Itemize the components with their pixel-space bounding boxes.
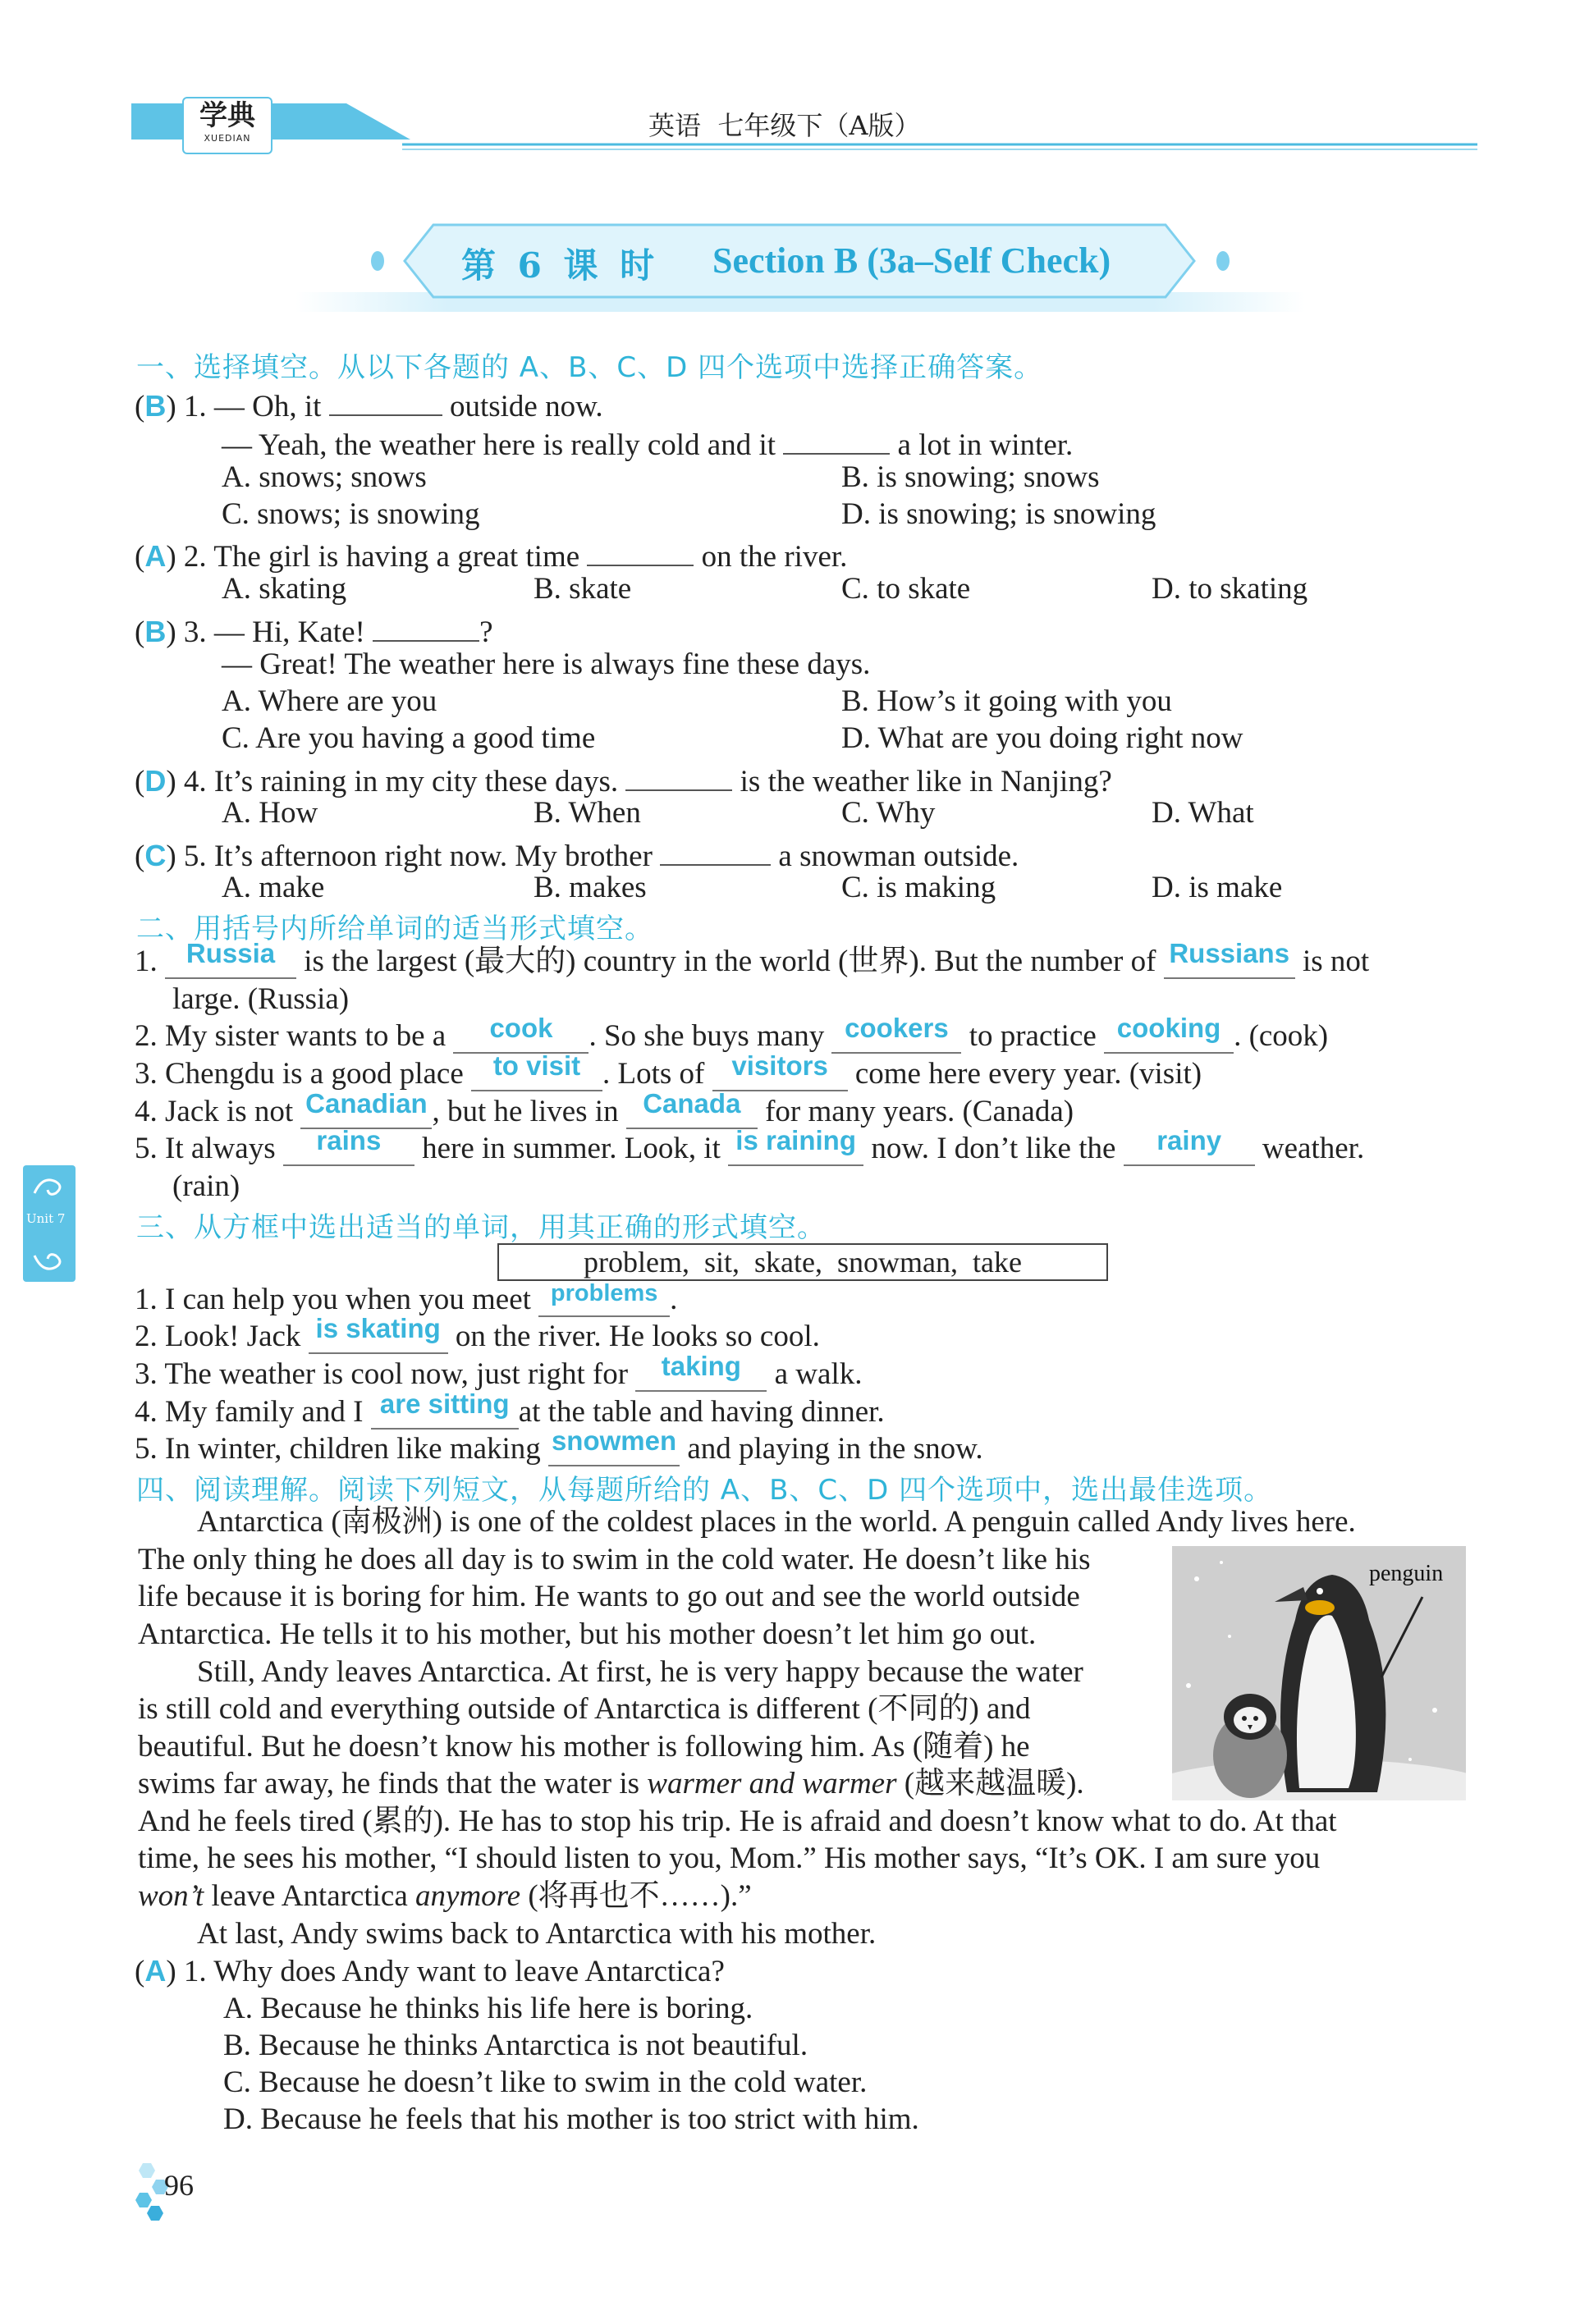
- fill-sentence-3: 3. Chengdu is a good place to visit . Lots of visitors come here every year. (visit): [135, 1050, 1202, 1091]
- mc-question-1-line2: — Yeah, the weather here is really cold and it a lot in winter.: [222, 422, 1073, 464]
- mc-answer: C: [144, 839, 167, 872]
- part4-heading: 四、阅读理解。阅读下列短文，从每题所给的 A、B、C、D 四个选项中，选出最佳选项。: [136, 1474, 1273, 1507]
- passage-line: beautiful. But he doesn’t know his mother is following him. As (随着) he: [138, 1730, 1030, 1764]
- mc-answer: D: [144, 764, 167, 798]
- answer-blank: Russians: [1164, 946, 1295, 979]
- option-a: A. How: [222, 796, 318, 830]
- fill-sentence-4: 4. Jack is not Canadian , but he lives in Canada for many years. (Canada): [135, 1088, 1074, 1128]
- answer-blank: [329, 383, 442, 416]
- option-c: C. Because he doesn’t like to swim in the cold water.: [223, 2066, 868, 2099]
- answer-blank: taking: [635, 1359, 767, 1392]
- reading-question-1: (A) 1. Why does Andy want to leave Antarctica?: [135, 1954, 725, 1988]
- passage-line: life because it is boring for him. He wants to go out and see the world outside: [138, 1580, 1080, 1613]
- passage-line: swims far away, he finds that the water is warmer and warmer (越来越温暖).: [138, 1767, 1084, 1800]
- answer-blank: [625, 758, 732, 791]
- answer-blank: [587, 533, 694, 566]
- passage-line: time, he sees his mother, “I should listen to you, Mom.” His mother says, “It’s OK. I am sure you: [138, 1841, 1321, 1875]
- mc-question-4: (D) 4. It’s raining in my city these days. is the weather like in Nanjing?: [135, 758, 1112, 800]
- mc-question-3-line2: — Great! The weather here is always fine these days.: [222, 647, 871, 681]
- part2-heading: 二、用括号内所给单词的适当形式填空。: [136, 913, 653, 945]
- answer-blank: to visit: [471, 1059, 602, 1091]
- answer-blank: snowmen: [548, 1434, 680, 1466]
- answer-blank: cooking: [1104, 1021, 1234, 1054]
- mc-answer: A: [144, 539, 167, 573]
- brand-logo: [182, 97, 272, 154]
- answer-blank: are sitting: [371, 1397, 519, 1430]
- option-a: A. Because he thinks his life here is boring.: [223, 1992, 753, 2025]
- fill-sentence-5-line2: (rain): [172, 1169, 240, 1203]
- passage-line: At last, Andy swims back to Antarctica with his mother.: [197, 1917, 877, 1951]
- option-b: B. Because he thinks Antarctica is not beautiful.: [223, 2029, 808, 2062]
- option-a: A. snows; snows: [222, 460, 427, 494]
- part3-heading: 三、从方框中选出适当的单词，用其正确的形式填空。: [136, 1211, 826, 1244]
- mc-answer: A: [144, 1954, 167, 1988]
- option-d: D. to skating: [1152, 572, 1308, 606]
- option-a: A. skating: [222, 572, 347, 606]
- brand-text: 学典: [199, 99, 255, 132]
- option-b: B. How’s it going with you: [841, 684, 1172, 718]
- option-c: C. to skate: [841, 572, 971, 606]
- answer-blank: cook: [453, 1021, 588, 1054]
- option-b: B. is snowing; snows: [841, 460, 1100, 494]
- option-c: C. Are you having a good time: [222, 721, 596, 755]
- book-title: 英语 七年级下（A版）: [648, 110, 921, 141]
- option-c: C. Why: [841, 796, 936, 830]
- brand-sub: XUEDIAN: [204, 133, 251, 144]
- option-a: A. Where are you: [222, 684, 437, 718]
- answer-blank: rainy: [1124, 1133, 1255, 1166]
- side-tab-label: Unit 7: [26, 1211, 66, 1226]
- answer-blank: is raining: [728, 1133, 863, 1166]
- part1-heading: 一、选择填空。从以下各题的 A、B、C、D 四个选项中选择正确答案。: [136, 351, 1043, 384]
- answer-blank: [660, 833, 771, 866]
- word-fill-2: 2. Look! Jack is skating on the river. He looks so cool.: [135, 1313, 820, 1353]
- passage-line: Still, Andy leaves Antarctica. At first, he is very happy because the water: [197, 1655, 1083, 1689]
- fill-sentence-1: 1. Russia is the largest (最大的) country in the world (世界). But the number of Russians is not: [135, 938, 1370, 978]
- answer-blank: cookers: [831, 1021, 961, 1054]
- passage-line: And he feels tired (累的). He has to stop his trip. He is afraid and doesn’t know what to do. At that: [138, 1805, 1337, 1838]
- option-d: D. is make: [1152, 871, 1283, 904]
- mc-answer: B: [144, 389, 167, 423]
- lesson-title-en: Section B (3a–Self Check): [712, 240, 1111, 281]
- option-b: B. When: [534, 796, 641, 830]
- passage-line: Antarctica. He tells it to his mother, but his mother doesn’t let him go out.: [138, 1617, 1037, 1651]
- mc-question-1: (B) 1. — Oh, it outside now.: [135, 383, 603, 425]
- fill-sentence-2: 2. My sister wants to be a cook . So she buys many cookers to practice cooking . (cook): [135, 1013, 1329, 1053]
- mc-answer: B: [144, 615, 167, 648]
- word-fill-1: 1. I can help you when you meet $^{problems}$ .: [135, 1280, 678, 1316]
- answer-blank: [783, 422, 890, 455]
- word-fill-3: 3. The weather is cool now, just right for taking a walk.: [135, 1351, 863, 1391]
- option-d: D. What are you doing right now: [841, 721, 1243, 755]
- passage-line: won’t leave Antarctica anymore (将再也不……).”: [138, 1879, 752, 1913]
- option-d: D. Because he feels that his mother is too strict with him.: [223, 2102, 919, 2136]
- passage-line: The only thing he does all day is to swim in the cold water. He doesn’t like his: [138, 1543, 1091, 1576]
- image-label: penguin: [1369, 1561, 1444, 1586]
- passage-line: Antarctica (南极洲) is one of the coldest places in the world. A penguin called Andy lives here.: [197, 1505, 1356, 1539]
- option-a: A. make: [222, 871, 325, 904]
- unit-side-tab: [23, 1165, 76, 1282]
- option-b: B. makes: [534, 871, 647, 904]
- answer-blank: visitors: [712, 1059, 848, 1091]
- answer-blank: problems: [538, 1284, 670, 1317]
- answer-blank: Canadian: [300, 1096, 432, 1129]
- answer-blank: Canada: [626, 1096, 758, 1129]
- passage-line: is still cold and everything outside of Antarctica is different (不同的) and: [138, 1692, 1031, 1726]
- option-d: D. What: [1152, 796, 1254, 830]
- word-box: problem, sit, skate, snowman, take: [497, 1243, 1108, 1281]
- fill-sentence-5: 5. It always rains here in summer. Look, it is raining now. I don’t like the rainy weather.: [135, 1125, 1365, 1165]
- word-fill-4: 4. My family and I are sitting at the table and having dinner.: [135, 1388, 885, 1429]
- lesson-title-cn: 第 6 课 时: [461, 245, 660, 286]
- word-fill-5: 5. In winter, children like making snowmen and playing in the snow.: [135, 1425, 983, 1466]
- option-d: D. is snowing; is snowing: [841, 497, 1156, 531]
- answer-blank: is skating: [309, 1321, 448, 1354]
- answer-blank: [373, 609, 479, 642]
- fill-sentence-1-line2: large. (Russia): [172, 982, 350, 1016]
- mc-question-5: (C) 5. It’s afternoon right now. My brother a snowman outside.: [135, 833, 1019, 875]
- swirl-icon: [31, 1172, 67, 1201]
- answer-blank: rains: [283, 1133, 414, 1166]
- mc-question-2: (A) 2. The girl is having a great time on the river.: [135, 533, 847, 575]
- option-b: B. skate: [534, 572, 632, 606]
- penguin-illustration: [1172, 1546, 1466, 1800]
- swirl-icon: [31, 1247, 67, 1277]
- answer-blank: Russia: [165, 946, 296, 979]
- page-number: 96: [164, 2169, 194, 2202]
- option-c: C. is making: [841, 871, 996, 904]
- option-c: C. snows; is snowing: [222, 497, 480, 531]
- mc-question-3: (B) 3. — Hi, Kate! ?: [135, 609, 493, 651]
